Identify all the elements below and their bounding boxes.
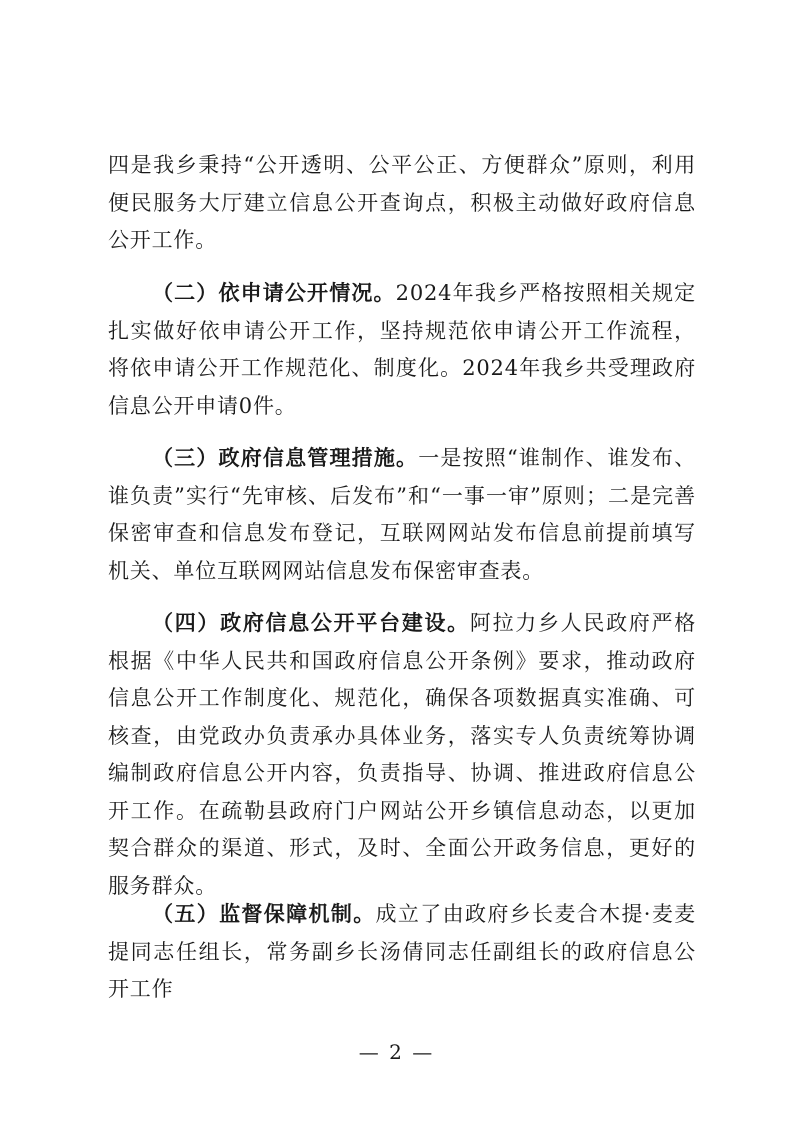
section-heading-application: （二）依申请公开情况。	[152, 280, 396, 305]
paragraph-text: 成立了由政府乡长麦合木提·麦麦提同志任组长，常务副乡长汤倩同志任副组长的政府信息公开工作	[108, 902, 696, 1001]
paragraph-supervision-mechanism	[108, 895, 696, 1009]
paragraph-platform-construction	[108, 604, 696, 905]
section-heading-platform: （四）政府信息公开平台建设。	[152, 610, 470, 635]
paragraph-text: 2024年我乡严格按照相关规定扎实做好依申请公开工作，坚持规范依申请公开工作流程，将依申请公开工作规范化、制度化。2024年我乡共受理政府信息公开申请0件。	[108, 281, 696, 418]
page-number: — 2 —	[358, 1040, 435, 1064]
paragraph-text: 一是按照“谁制作、谁发布、谁负责”实行“先审核、后发布”和“一事一审”原则；二是完善保密审查和信息发布登记，互联网网站发布信息前提前填写机关、单位互联网网站信息发布保密审查表。	[108, 446, 696, 583]
paragraph-text: 阿拉力乡人民政府严格根据《中华人民共和国政府信息公开条例》要求，推动政府信息公开工作制度化、规范化，确保各项数据真实准确、可核查，由党政办负责承办具体业务，落实专人负责统筹协调编制政府信息公开内容，负责指导、协调、推进政府信息公开工作。在疏勒县政府门户网站公开乡镇信息动态，以更加契合群众的渠道、形式，及时、全面公开政务信息，更好的服务群众。	[108, 611, 696, 898]
paragraph-text: 四是我乡秉持“公开透明、公平公正、方便群众”原则，利用便民服务大厅建立信息公开查询点，积极主动做好政府信息公开工作。	[108, 153, 696, 252]
section-heading-management: （三）政府信息管理措施。	[152, 445, 419, 470]
section-heading-supervision: （五）监督保障机制。	[152, 901, 376, 926]
paragraph-public-query-point	[108, 147, 696, 260]
paragraph-management-measures	[108, 439, 696, 590]
paragraph-application-disclosure	[108, 274, 696, 425]
